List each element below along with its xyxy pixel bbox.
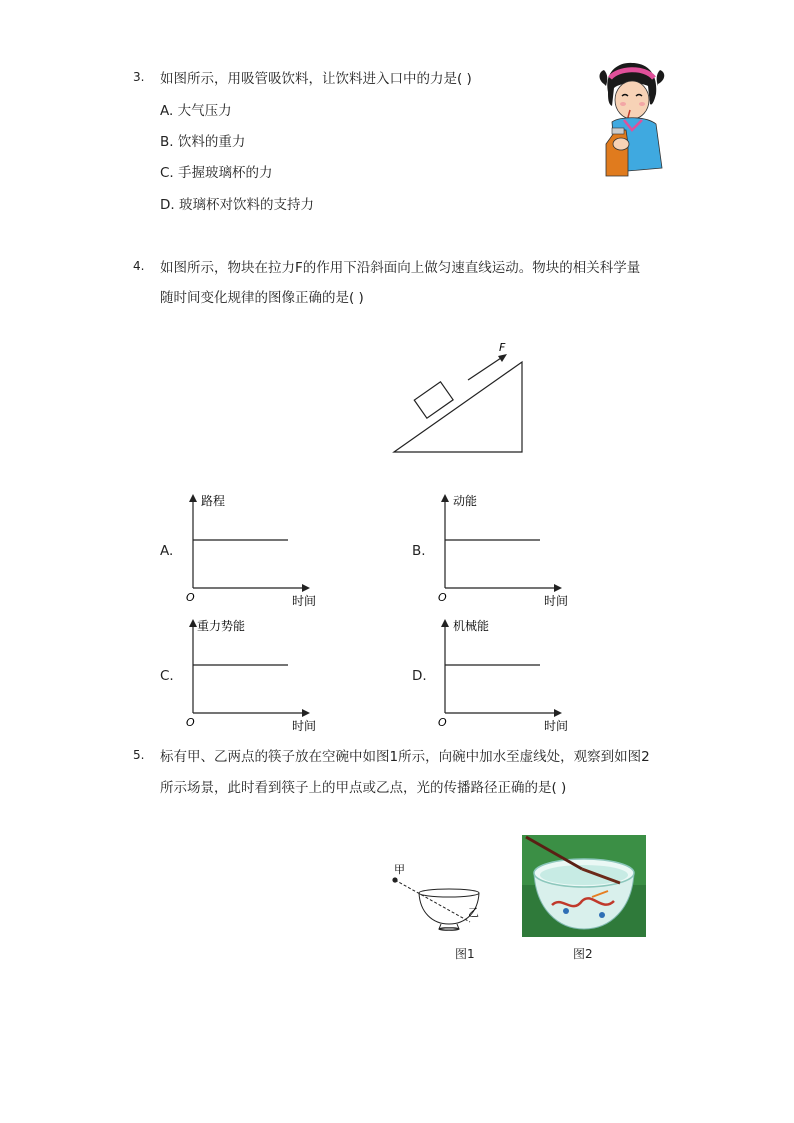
question-4-number: 4.: [133, 259, 145, 273]
question-3-option-c: C. 手握玻璃杯的力: [160, 165, 273, 181]
question-3-option-b: B. 饮料的重力: [160, 134, 246, 150]
force-arrow-head: [498, 354, 507, 362]
incline-diagram: [390, 340, 530, 458]
question-3-option-d: D. 玻璃杯对饮料的支持力: [160, 197, 314, 213]
question-4-stem-line-2: 随时间变化规律的图像正确的是( ): [160, 290, 364, 306]
graph-c: [184, 617, 334, 737]
question-5-number: 5.: [133, 748, 145, 762]
graph-d: [436, 617, 586, 737]
graph-b-origin: O: [438, 591, 447, 604]
question-3-number: 3.: [133, 70, 145, 84]
graph-b-letter: B.: [412, 543, 426, 559]
graph-a-ylabel: 路程: [201, 494, 226, 508]
figure-2-caption: 图2: [573, 947, 593, 961]
graph-a-xlabel: 时间: [292, 594, 317, 608]
graph-c-ylabel: 重力势能: [197, 619, 246, 633]
figure-1-bowl-diagram: [386, 856, 496, 936]
graph-c-letter: C.: [160, 668, 174, 684]
figure-2-bowl-photo: [522, 835, 646, 937]
figure-1-caption: 图1: [455, 947, 475, 961]
graph-a-origin: O: [186, 591, 195, 604]
point-b-label: 乙: [468, 906, 479, 919]
question-3-stem: 如图所示，用吸管吸饮料，让饮料进入口中的力是( ): [160, 71, 472, 87]
graph-d-origin: O: [438, 716, 447, 729]
graph-d-ylabel: 机械能: [453, 619, 490, 633]
graph-c-origin: O: [186, 716, 195, 729]
question-5-stem-line-1: 标有甲、乙两点的筷子放在空碗中如图1所示，向碗中加水至虚线处，观察到如图2: [160, 749, 650, 765]
graph-b-ylabel: 动能: [453, 494, 478, 508]
block: [414, 382, 453, 418]
graph-b-xlabel: 时间: [544, 594, 569, 608]
graph-b: [436, 492, 586, 612]
point-a-label: 甲: [394, 863, 405, 876]
girl-drinking-illustration: [596, 58, 668, 180]
incline-triangle: [394, 362, 522, 452]
question-5-stem-line-2: 所示场景，此时看到筷子上的甲点或乙点，光的传播路径正确的是( ): [160, 780, 567, 796]
graph-d-letter: D.: [412, 668, 427, 684]
graph-a-letter: A.: [160, 543, 174, 559]
question-4-stem-line-1: 如图所示，物块在拉力F的作用下沿斜面向上做匀速直线运动。物块的相关科学量: [160, 260, 641, 276]
graph-a: [184, 492, 334, 612]
graph-c-xlabel: 时间: [292, 719, 317, 733]
question-3-option-a: A. 大气压力: [160, 103, 232, 119]
force-arrow: [468, 356, 504, 380]
graph-d-xlabel: 时间: [544, 719, 569, 733]
chopstick-dashed: [395, 880, 470, 922]
force-label: F: [499, 341, 506, 354]
